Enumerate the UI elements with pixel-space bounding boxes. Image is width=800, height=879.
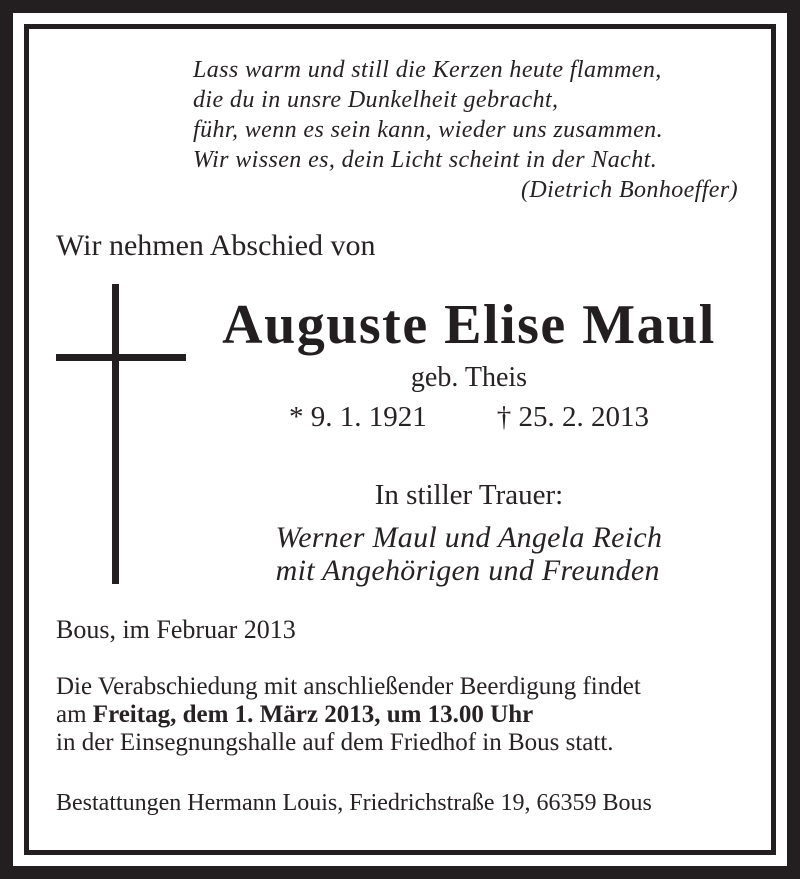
funeral-date-time: Freitag, dem 1. März 2013, um 13.00 Uhr (92, 701, 534, 728)
poem-line: die du in unsre Dunkelheit gebracht, (193, 87, 559, 113)
cross-vertical-bar (112, 284, 119, 584)
life-dates (195, 401, 743, 433)
funeral-line-2-prefix: am (56, 701, 93, 728)
poem-line: Wir wissen es, dein Licht scheint in der Nacht. (193, 147, 658, 173)
funeral-line-3: in der Einsegnungshalle auf dem Friedhof in Bous statt. (56, 729, 614, 756)
deceased-name: Auguste Elise Maul (222, 294, 716, 356)
death-date: † 25. 2. 2013 (496, 401, 649, 433)
funeral-line-2 (56, 701, 744, 729)
mourners-block (276, 521, 663, 587)
cross-horizontal-bar (56, 354, 186, 361)
poem-line: führ, wenn es sein kann, wieder uns zusammen. (193, 117, 663, 143)
deceased-column (195, 283, 743, 587)
mourning-heading: In stiller Trauer: (374, 479, 564, 511)
place-date: Bous, im Februar 2013 (56, 615, 296, 644)
poem-line: Lass warm und still die Kerzen heute flammen, (193, 57, 662, 83)
birth-date: * 9. 1. 1921 (289, 401, 427, 433)
undertaker-line: Bestattungen Hermann Louis, Friedrichstraße 19, 66359 Bous (56, 790, 652, 816)
inner-frame (24, 24, 776, 855)
birth-name: geb. Theis (410, 362, 528, 393)
mourner-line: mit Angehörigen und Freunden (275, 554, 660, 587)
farewell-intro: Wir nehmen Abschied von (56, 229, 376, 262)
mourner-line: Werner Maul und Angela Reich (275, 521, 663, 554)
poem-attribution: (Dietrich Bonhoeffer) (520, 177, 738, 203)
funeral-line-1: Die Verabschiedung mit anschließender Beerdigung findet (56, 673, 641, 700)
main-section (56, 283, 744, 587)
funeral-info (56, 673, 744, 757)
poem-block (193, 55, 738, 205)
cross-icon (56, 283, 186, 585)
